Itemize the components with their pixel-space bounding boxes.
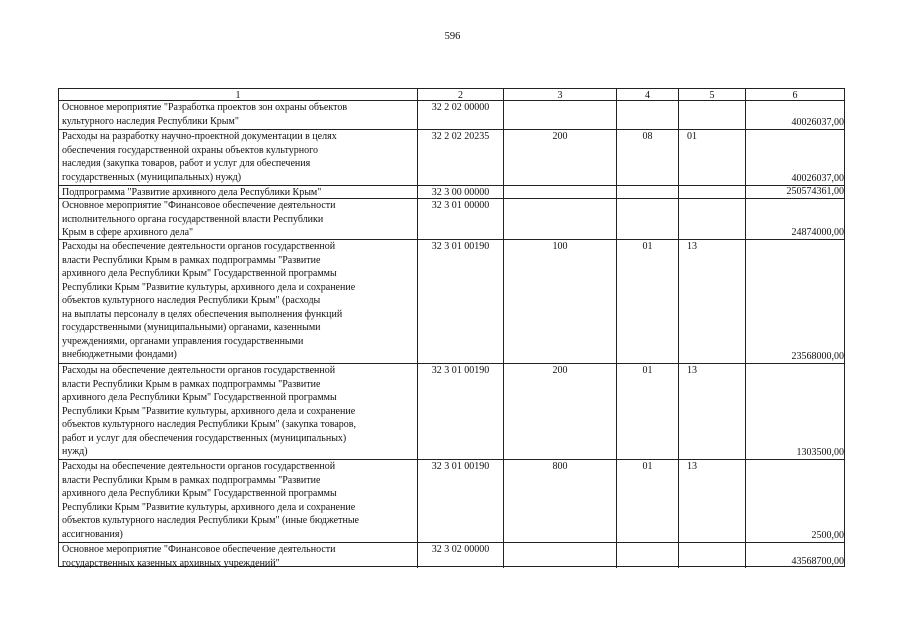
table-row	[59, 364, 844, 460]
description-line: обеспечения государственной охраны объектов культурного	[62, 144, 318, 156]
page-number: 596	[444, 31, 461, 42]
table-row	[59, 543, 844, 568]
row-description	[59, 199, 418, 239]
row-amount-cell	[746, 364, 844, 459]
row-column-4: 01	[617, 460, 679, 542]
row-amount: 2500,00	[811, 530, 844, 541]
row-description	[59, 240, 418, 363]
description-line: работ и услуг для обеспечения государственных (муниципальных)	[62, 432, 347, 444]
description-line: Расходы на обеспечение деятельности органов государственной	[62, 461, 336, 472]
row-column-4: 01	[617, 364, 679, 459]
row-column-4	[617, 199, 679, 239]
row-amount: 40026037,00	[791, 173, 844, 184]
description-line: наследия (закупка товаров, работ и услуг для обеспечения	[62, 158, 311, 169]
table-row	[59, 101, 844, 130]
row-column-4: 01	[617, 240, 679, 363]
description-line: Республики Крым "Развитие культуры, архивного дела и сохранение	[62, 281, 356, 293]
row-column-3	[504, 543, 617, 568]
row-column-4	[617, 186, 679, 198]
row-code: 32 3 01 00190	[418, 364, 504, 459]
row-column-5: 01	[679, 130, 746, 185]
header-cell-4: 4	[617, 89, 679, 100]
row-column-3	[504, 199, 617, 239]
table-row	[59, 130, 844, 186]
row-amount: 23568000,00	[791, 351, 844, 362]
row-code: 32 3 01 00190	[418, 460, 504, 542]
row-column-3	[504, 186, 617, 198]
row-column-3: 800	[504, 460, 617, 542]
row-column-5	[679, 101, 746, 129]
row-column-5	[679, 543, 746, 568]
row-description	[59, 460, 418, 542]
description-line: объектов культурного наследия Республики Крым" (иные бюджетные	[62, 515, 359, 526]
description-line: Крым в сфере архивного дела"	[62, 227, 194, 238]
row-code: 32 3 02 00000	[418, 543, 504, 568]
row-amount: 1303500,00	[796, 447, 844, 458]
description-line: архивного дела Республики Крым" Государственной программы	[62, 392, 337, 403]
row-column-5: 13	[679, 364, 746, 459]
row-code: 32 3 01 00190	[418, 240, 504, 363]
header-cell-1: 1	[59, 89, 418, 100]
row-amount-cell	[746, 543, 844, 568]
table-row	[59, 186, 844, 199]
row-column-5	[679, 186, 746, 198]
description-line: Республики Крым "Развитие культуры, архивного дела и сохранение	[62, 501, 356, 513]
description-line: власти Республики Крым в рамках подпрограммы "Развитие	[62, 378, 321, 390]
description-line: Основное мероприятие "Финансовое обеспечение деятельности	[62, 544, 336, 555]
description-line: Основное мероприятие "Финансовое обеспечение деятельности	[62, 200, 336, 211]
description-line: государственными (муниципальными) органами, казенными	[62, 322, 321, 333]
row-amount-cell	[746, 101, 844, 129]
table-header-row	[59, 89, 844, 101]
row-amount-cell	[746, 199, 844, 239]
description-line: Расходы на обеспечение деятельности органов государственной	[62, 241, 336, 252]
row-column-5: 13	[679, 240, 746, 363]
row-amount: 43568700,00	[791, 556, 844, 567]
row-description	[59, 543, 418, 568]
row-amount: 40026037,00	[791, 117, 844, 128]
row-code: 32 2 02 20235	[418, 130, 504, 185]
description-line: нужд)	[62, 446, 88, 457]
row-amount-cell	[746, 460, 844, 542]
row-description	[59, 364, 418, 459]
row-amount-cell	[746, 240, 844, 363]
description-line: архивного дела Республики Крым" Государственной программы	[62, 268, 337, 279]
table-row	[59, 199, 844, 240]
row-column-4	[617, 101, 679, 129]
description-line: на выплаты персоналу в целях обеспечения выполнения функций	[62, 308, 343, 320]
description-line: власти Республики Крым в рамках подпрограммы "Развитие	[62, 474, 321, 486]
row-code: 32 2 02 00000	[418, 101, 504, 129]
row-column-3	[504, 101, 617, 129]
description-line: ассигнования)	[62, 528, 123, 540]
row-amount: 24874000,00	[791, 227, 844, 238]
budget-table	[58, 88, 845, 567]
description-line: внебюджетными фондами)	[62, 349, 177, 360]
row-column-3: 200	[504, 130, 617, 185]
row-code: 32 3 01 00000	[418, 199, 504, 239]
row-column-3: 100	[504, 240, 617, 363]
row-column-4: 08	[617, 130, 679, 185]
description-line: Подпрограмма "Развитие архивного дела Республики Крым"	[62, 187, 322, 198]
description-line: культурного наследия Республики Крым"	[62, 115, 239, 127]
description-line: государственных казенных архивных учреждений"	[62, 557, 280, 568]
row-column-5	[679, 199, 746, 239]
description-line: объектов культурного наследия Республики Крым" (закупка товаров,	[62, 419, 356, 430]
description-line: государственных (муниципальных) нужд)	[62, 171, 242, 183]
description-line: власти Республики Крым в рамках подпрограммы "Развитие	[62, 254, 321, 266]
description-line: учреждениями, органами управления государственными	[62, 335, 304, 347]
row-description	[59, 130, 418, 185]
description-line: объектов культурного наследия Республики Крым" (расходы	[62, 295, 321, 306]
description-line: Республики Крым "Развитие культуры, архивного дела и сохранение	[62, 405, 356, 417]
header-cell-2: 2	[418, 89, 504, 100]
description-line: исполнительного органа государственной власти Республики	[62, 213, 324, 225]
table-row	[59, 460, 844, 543]
row-amount-cell	[746, 186, 844, 198]
header-cell-5: 5	[679, 89, 746, 100]
row-code: 32 3 00 00000	[418, 186, 504, 198]
description-line: Расходы на разработку научно-проектной документации в целях	[62, 131, 337, 142]
description-line: Расходы на обеспечение деятельности органов государственной	[62, 365, 336, 376]
description-line: архивного дела Республики Крым" Государственной программы	[62, 488, 337, 499]
row-column-4	[617, 543, 679, 568]
description-line: Основное мероприятие "Разработка проектов зон охраны объектов	[62, 102, 348, 113]
row-amount: 250574361,00	[786, 186, 844, 197]
row-description	[59, 101, 418, 129]
row-column-5: 13	[679, 460, 746, 542]
row-column-3: 200	[504, 364, 617, 459]
table-row	[59, 240, 844, 364]
header-cell-6: 6	[792, 90, 798, 100]
header-cell-3: 3	[504, 89, 617, 100]
row-description	[59, 186, 418, 198]
row-amount-cell	[746, 130, 844, 185]
